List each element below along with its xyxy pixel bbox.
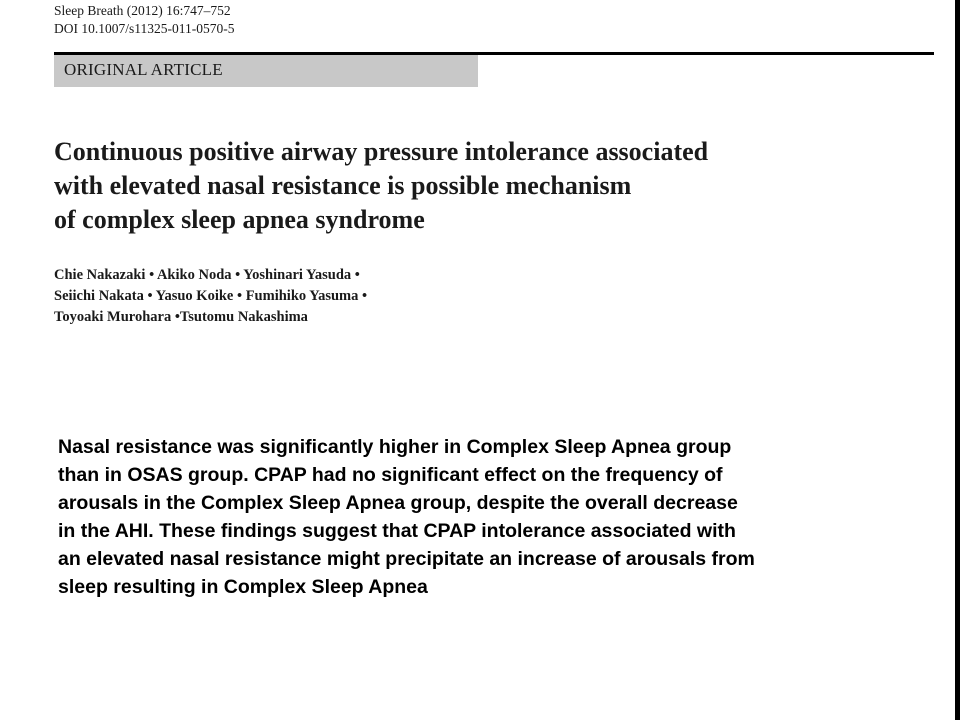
author-line: Chie Nakazaki • Akiko Noda • Yoshinari Yasuda •: [54, 267, 360, 283]
title-line: with elevated nasal resistance is possible mechanism: [54, 171, 632, 200]
summary-line: in the AHI. These findings suggest that CPAP intolerance associated with: [58, 520, 736, 542]
summary-line: Nasal resistance was significantly higher in Complex Sleep Apnea group: [58, 436, 732, 458]
summary-line: than in OSAS group. CPAP had no significant effect on the frequency of: [58, 464, 723, 486]
right-border-bar: [955, 0, 960, 720]
author-line: Seiichi Nakata • Yasuo Koike • Fumihiko Yasuma •: [54, 288, 368, 304]
article-type-band: [54, 55, 478, 87]
article-type-label: ORIGINAL ARTICLE: [64, 60, 223, 79]
title-line: Continuous positive airway pressure intolerance associated: [54, 137, 709, 166]
author-line: Toyoaki Murohara •Tsutomu Nakashima: [54, 309, 308, 325]
author-list: [54, 265, 754, 328]
title-line: of complex sleep apnea syndrome: [54, 205, 425, 234]
paper-title: [54, 135, 914, 237]
doi-text: DOI 10.1007/s11325-011-0570-5: [54, 21, 235, 36]
summary-text: [58, 433, 928, 601]
summary-line: arousals in the Complex Sleep Apnea group, despite the overall decrease: [58, 492, 738, 514]
summary-line: an elevated nasal resistance might precipitate an increase of arousals from: [58, 548, 755, 570]
summary-line: sleep resulting in Complex Sleep Apnea: [58, 576, 428, 598]
journal-citation: Sleep Breath (2012) 16:747–752: [54, 3, 231, 18]
